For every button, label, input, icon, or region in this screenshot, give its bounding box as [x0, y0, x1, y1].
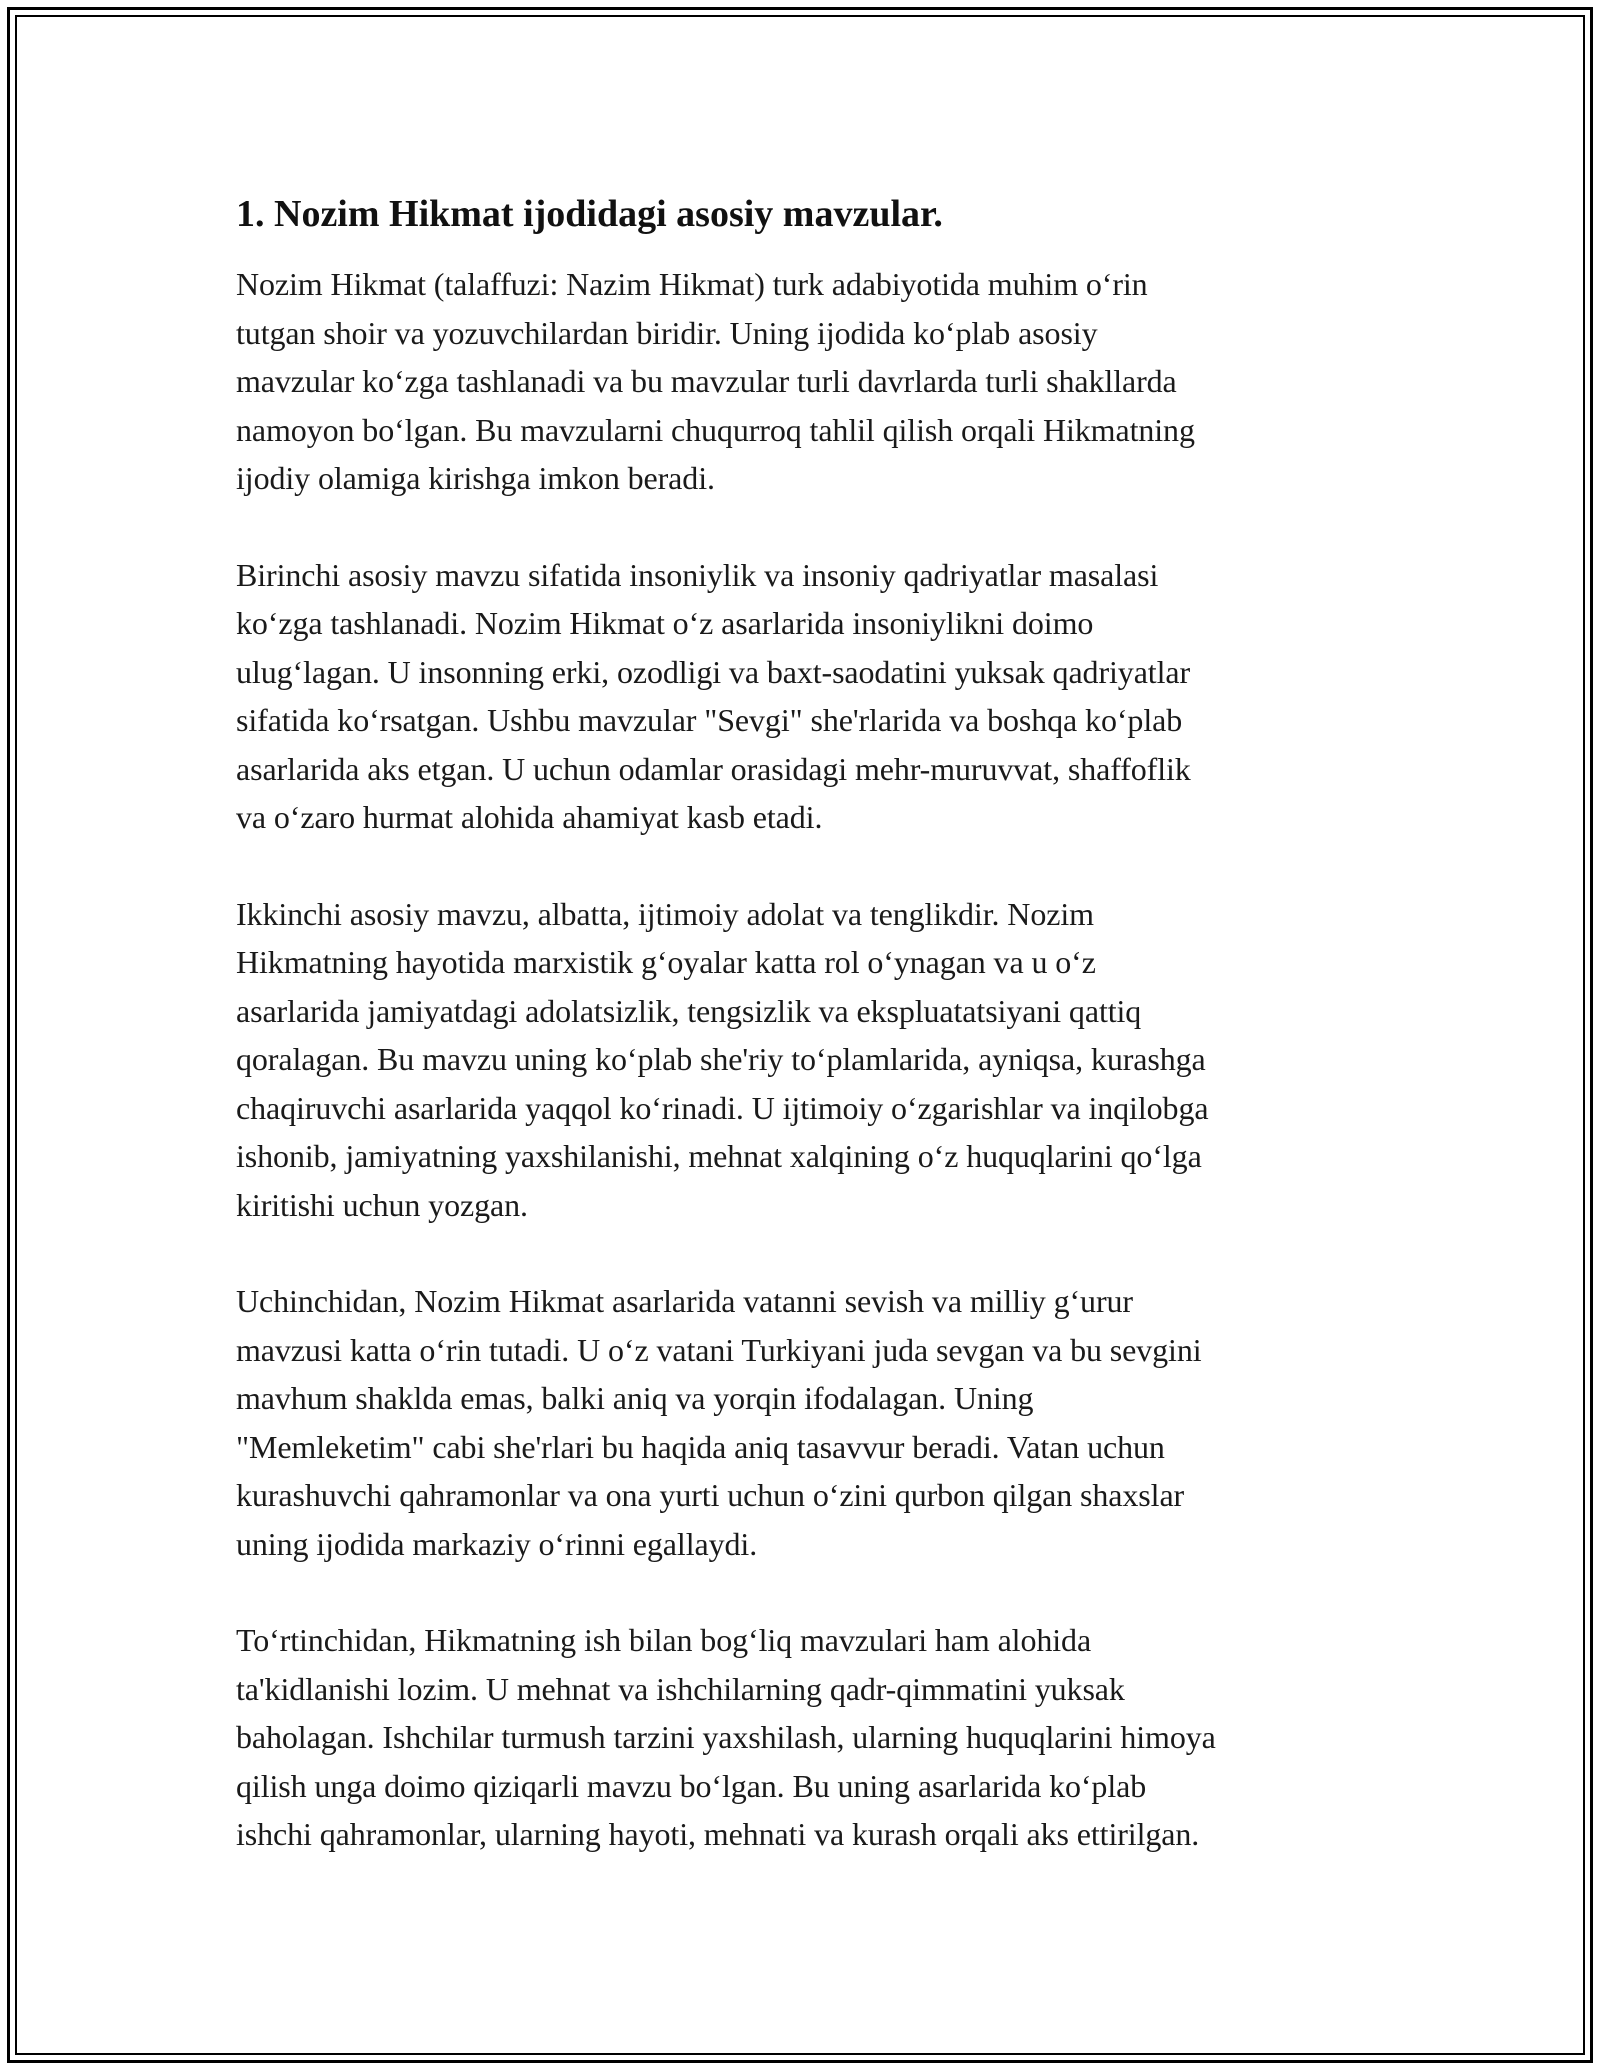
text-line: sifatida ko‘rsatgan. Ushbu mavzular "Sevgi" she'rlarida va boshqa ko‘plab: [236, 702, 1183, 738]
paragraph-2: [236, 551, 1376, 842]
text-line: va o‘zaro hurmat alohida ahamiyat kasb etadi.: [236, 799, 823, 835]
text-line: mavzular ko‘zga tashlanadi va bu mavzular turli davrlarda turli shakllarda: [236, 363, 1177, 399]
text-line: namoyon bo‘lgan. Bu mavzularni chuqurroq tahlil qilish orqali Hikmatning: [236, 411, 1195, 448]
text-line: mavhum shaklda emas, balki aniq va yorqin ifodalagan. Uning: [236, 1380, 1034, 1416]
text-line: ko‘zga tashlanadi. Nozim Hikmat o‘z asarlarida insoniylikni doimo: [236, 605, 1094, 641]
text-line: Birinchi asosiy mavzu sifatida insoniylik va insoniy qadriyatlar masalasi: [236, 556, 1159, 593]
text-line: Nozim Hikmat (talaffuzi: Nazim Hikmat) turk adabiyotida muhim o‘rin: [236, 266, 1148, 302]
document-title: 1. Nozim Hikmat ijodidagi asosiy mavzular.: [236, 193, 943, 235]
paragraph-3: [236, 890, 1376, 1230]
text-line: asarlarida jamiyatdagi adolatsizlik, tengsizlik va ekspluatatsiyani qattiq: [236, 992, 1142, 1029]
text-line: kurashuvchi qahramonlar va ona yurti uchun o‘zini qurbon qilgan shaxslar: [236, 1477, 1185, 1513]
text-line: uning ijodida markaziy o‘rinni egallaydi.: [236, 1525, 758, 1562]
text-line: baholagan. Ishchilar turmush tarzini yaxshilash, ularning huquqlarini himoya: [236, 1719, 1216, 1755]
text-line: qoralagan. Bu mavzu uning ko‘plab she'riy to‘plamlarida, ayniqsa, kurashga: [236, 1041, 1206, 1077]
text-line: mavzusi katta o‘rin tutadi. U o‘z vatani Turkiyani juda sevgan va bu sevgini: [236, 1331, 1202, 1368]
text-line: ishonib, jamiyatning yaxshilanishi, mehnat xalqining o‘z huquqlarini qo‘lga: [236, 1138, 1202, 1174]
text-line: To‘rtinchidan, Hikmatning ish bilan bog‘liq mavzulari ham alohida: [236, 1622, 1092, 1658]
document-body: [236, 190, 1376, 1907]
text-line: ulug‘lagan. U insonning erki, ozodligi va baxt-saodatini yuksak qadriyatlar: [236, 653, 1191, 690]
text-line: qilish unga doimo qiziqarli mavzu bo‘lgan. Bu uning asarlarida ko‘plab: [236, 1767, 1147, 1804]
paragraph-1: [236, 260, 1376, 503]
text-line: Hikmatning hayotida marxistik g‘oyalar katta rol o‘ynagan va u o‘z: [236, 944, 1096, 980]
text-line: tutgan shoir va yozuvchilardan biridir. Uning ijodida ko‘plab asosiy: [236, 314, 1098, 351]
text-line: ijodiy olamiga kirishga imkon beradi.: [236, 460, 715, 496]
text-line: ta'kidlanishi lozim. U mehnat va ishchilarning qadr-qimmatini yuksak: [236, 1670, 1125, 1707]
text-line: Ikkinchi asosiy mavzu, albatta, ijtimoiy adolat va tenglikdir. Nozim: [236, 895, 1094, 932]
text-line: Uchinchidan, Nozim Hikmat asarlarida vatanni sevish va milliy g‘urur: [236, 1283, 1133, 1319]
text-line: "Memleketim" cabi she'rlari bu haqida aniq tasavvur beradi. Vatan uchun: [236, 1428, 1165, 1465]
text-line: asarlarida aks etgan. U uchun odamlar orasidagi mehr-muruvvat, shaffoflik: [236, 750, 1191, 787]
text-line: chaqiruvchi asarlarida yaqqol ko‘rinadi. U ijtimoiy o‘zgarishlar va inqilobga: [236, 1089, 1209, 1126]
paragraph-4: [236, 1277, 1376, 1568]
text-line: ishchi qahramonlar, ularning hayoti, mehnati va kurash orqali aks ettirilgan.: [236, 1816, 1200, 1852]
paragraph-5: [236, 1616, 1376, 1859]
text-line: kiritishi uchun yozgan.: [236, 1186, 528, 1223]
